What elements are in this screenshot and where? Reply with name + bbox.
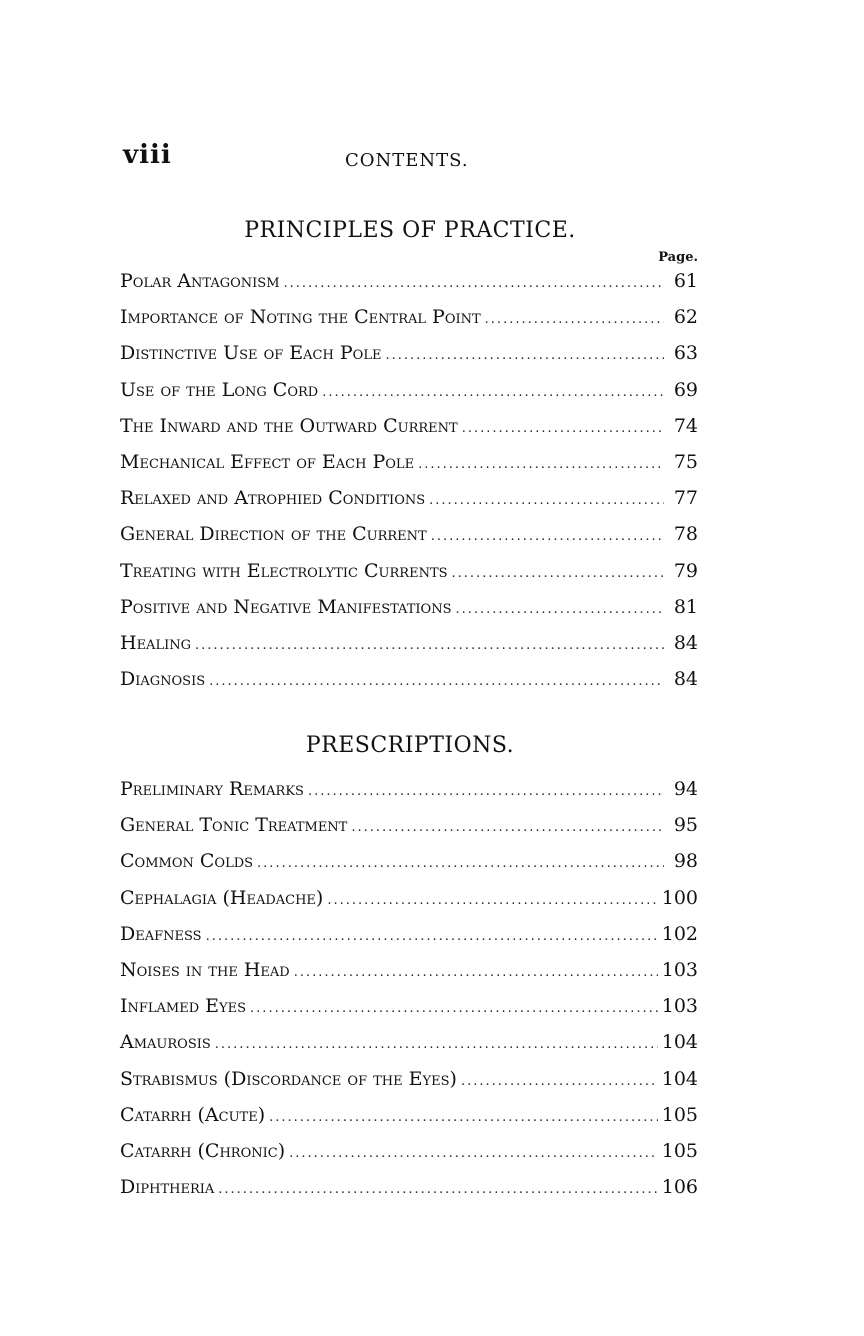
toc-entry (120, 632, 698, 668)
dot-leader (215, 1037, 658, 1052)
toc-entry-title: Noises in the Head (120, 958, 290, 981)
toc-entry-title: Inflamed Eyes (120, 995, 247, 1018)
toc-list-principles (120, 270, 698, 704)
dot-leader (418, 457, 664, 472)
toc-entry-title: Preliminary Remarks (120, 778, 304, 800)
section-title-principles: PRINCIPLES OF PRACTICE. (244, 218, 576, 243)
toc-entry (120, 270, 698, 306)
dot-leader (289, 1146, 658, 1161)
dot-leader (257, 856, 664, 871)
toc-entry-page: 100 (661, 886, 698, 909)
toc-entry-title: Distinctive Use of Each Pole (120, 342, 382, 365)
dot-leader (452, 566, 664, 581)
toc-entry (120, 451, 698, 487)
toc-entry (120, 778, 698, 814)
toc-entry-page: 84 (673, 668, 698, 691)
toc-entry (120, 1140, 698, 1176)
toc-entry (120, 487, 698, 523)
toc-entry-page: 94 (673, 778, 698, 800)
toc-entry-page: 62 (673, 306, 698, 329)
toc-entry-page: 98 (673, 850, 698, 873)
toc-entry-title: Amaurosis (120, 1031, 211, 1054)
dot-leader (461, 1074, 658, 1089)
toc-entry-title: General Direction of the Current (120, 523, 427, 546)
toc-entry (120, 850, 698, 886)
toc-entry-page: 105 (661, 1139, 698, 1162)
toc-entry-title: Healing (120, 631, 191, 654)
dot-leader (218, 1182, 657, 1197)
dot-leader (308, 784, 664, 799)
dot-leader (351, 820, 664, 835)
section-title-prescriptions: PRESCRIPTIONS. (305, 733, 515, 758)
toc-entry-page: 69 (673, 378, 698, 401)
dot-leader (269, 1110, 658, 1125)
dot-leader (322, 385, 664, 400)
toc-entry (120, 596, 698, 632)
dot-leader (294, 965, 658, 980)
toc-entry (120, 1176, 698, 1212)
toc-entry (120, 306, 698, 342)
toc-entry-page: 75 (673, 450, 698, 473)
toc-entry (120, 342, 698, 378)
dot-leader (209, 674, 664, 689)
dot-leader (284, 276, 664, 291)
toc-entry-page: 81 (673, 595, 698, 618)
toc-entry-title: Diagnosis (120, 668, 206, 691)
toc-entry-page: 84 (673, 631, 698, 654)
toc-entry (120, 668, 698, 704)
toc-entry (120, 1068, 698, 1104)
toc-entry-page: 106 (661, 1176, 698, 1199)
dot-leader (250, 1001, 658, 1016)
toc-entry-title: Relaxed and Atrophied Conditions (120, 487, 426, 510)
toc-entry-page: 74 (673, 414, 698, 437)
toc-entry (120, 995, 698, 1031)
page-column-label: Page. (658, 250, 698, 265)
running-head: CONTENTS. (345, 150, 469, 171)
toc-entry-title: Mechanical Effect of Each Pole (120, 450, 415, 473)
toc-entry-title: General Tonic Treatment (120, 814, 348, 837)
dot-leader (327, 893, 657, 908)
toc-entry-page: 77 (673, 487, 698, 510)
dot-leader (429, 493, 664, 508)
dot-leader (431, 529, 664, 544)
toc-entry (120, 923, 698, 959)
toc-entry-title: Use of the Long Cord (120, 378, 319, 401)
toc-entry-page: 103 (661, 958, 698, 981)
toc-entry (120, 887, 698, 923)
toc-entry-page: 95 (673, 814, 698, 837)
toc-entry-page: 78 (673, 523, 698, 546)
toc-entry (120, 415, 698, 451)
toc-entry (120, 814, 698, 850)
toc-entry (120, 379, 698, 415)
dot-leader (385, 348, 664, 363)
dot-leader (485, 312, 664, 327)
toc-list-prescriptions (120, 778, 698, 1212)
toc-entry-title: Polar Antagonism (120, 270, 280, 292)
toc-entry-page: 79 (673, 559, 698, 582)
dot-leader (206, 929, 658, 944)
toc-entry-page: 61 (673, 270, 698, 292)
page-number: viii (123, 140, 172, 170)
toc-entry (120, 1031, 698, 1067)
toc-entry (120, 959, 698, 995)
toc-entry-title: Catarrh (Acute) (120, 1103, 266, 1126)
toc-entry-page: 104 (661, 1031, 698, 1054)
toc-entry-title: The Inward and the Outward Current (120, 414, 458, 437)
toc-entry-title: Diphtheria (120, 1176, 215, 1199)
toc-entry-title: Deafness (120, 922, 202, 945)
dot-leader (195, 638, 664, 653)
toc-entry-title: Common Colds (120, 850, 254, 873)
toc-entry (120, 523, 698, 559)
toc-entry-page: 103 (661, 995, 698, 1018)
toc-entry-title: Positive and Negative Manifestations (120, 595, 452, 618)
dot-leader (462, 421, 664, 436)
toc-entry-title: Cephalagia (Headache) (120, 886, 324, 909)
toc-entry-title: Treating with Electrolytic Currents (120, 559, 448, 582)
dot-leader (455, 602, 664, 617)
toc-entry-page: 63 (673, 342, 698, 365)
toc-entry-title: Strabismus (Discordance of the Eyes) (120, 1067, 457, 1090)
toc-entry (120, 1104, 698, 1140)
toc-entry (120, 560, 698, 596)
toc-entry-page: 104 (661, 1067, 698, 1090)
toc-entry-page: 105 (661, 1103, 698, 1126)
toc-entry-page: 102 (661, 922, 698, 945)
toc-entry-title: Importance of Noting the Central Point (120, 306, 481, 329)
toc-entry-title: Catarrh (Chronic) (120, 1139, 286, 1162)
